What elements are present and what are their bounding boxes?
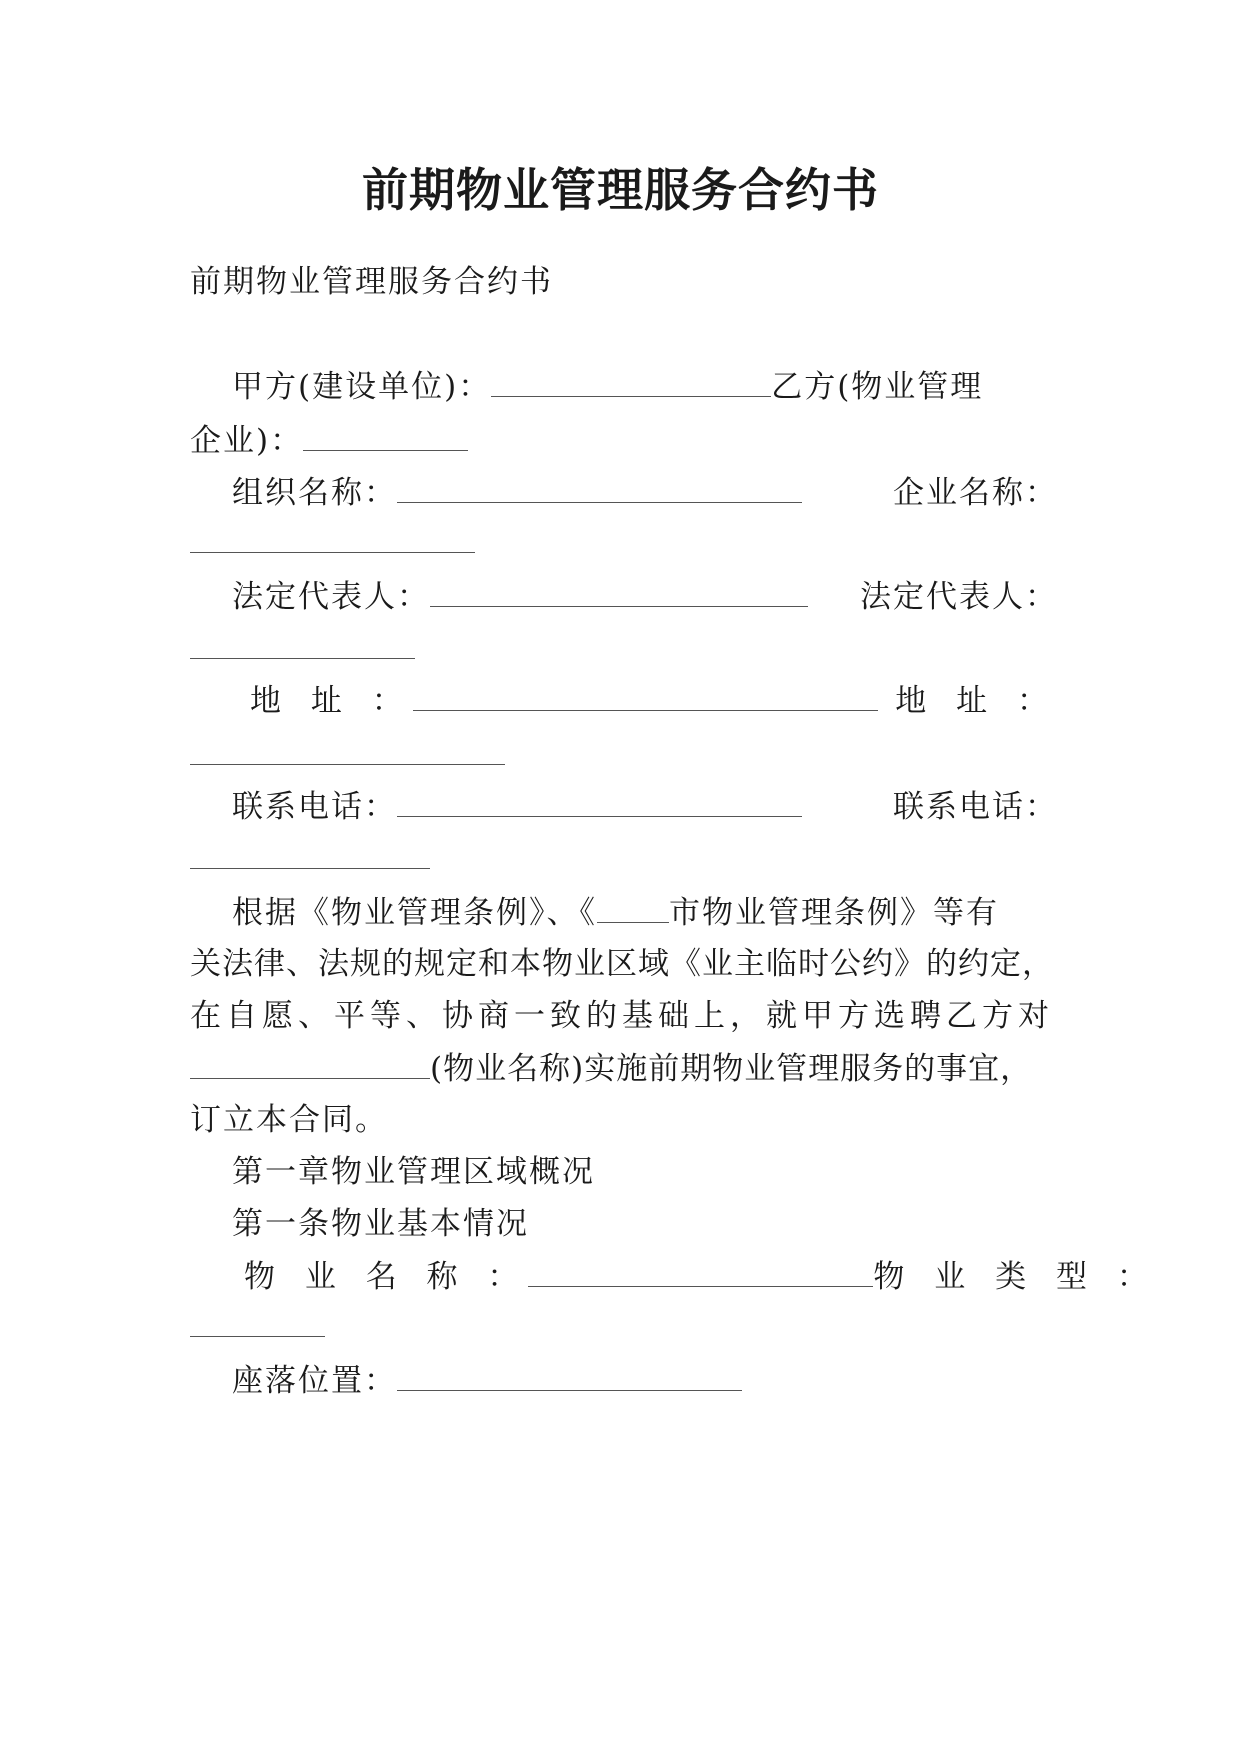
party-a-blank bbox=[491, 366, 771, 397]
address-b-blank-line bbox=[190, 734, 1060, 775]
phone-a-blank bbox=[397, 786, 802, 817]
location-label: 座落位置： bbox=[232, 1363, 397, 1399]
document-subtitle: 前期物业管理服务合约书 bbox=[190, 264, 553, 300]
party-a-label: 甲方(建设单位)： bbox=[232, 369, 492, 405]
party-b-blank bbox=[303, 420, 468, 451]
party-b-label: 乙方(物业管理 bbox=[771, 369, 984, 405]
address-a-label: 地 址 ： bbox=[250, 683, 413, 719]
property-name-label: 物 业 名 称 ： bbox=[244, 1259, 529, 1295]
company-name-label: 企业名称： bbox=[893, 475, 1058, 511]
legal-rep-line bbox=[232, 576, 1058, 617]
legal-rep-a-blank bbox=[430, 576, 808, 607]
property-name-blank-inline bbox=[190, 1048, 430, 1079]
paragraph-line-2: 关法律、法规的规定和本物业区域《业主临时公约》的约定， bbox=[190, 946, 1054, 982]
legal-rep-b-blank bbox=[190, 628, 415, 659]
phone-b-blank-line bbox=[190, 838, 1060, 879]
name-line bbox=[232, 472, 1058, 513]
legal-rep-a-label: 法定代表人： bbox=[232, 579, 430, 615]
property-line bbox=[244, 1256, 1158, 1297]
org-name-blank bbox=[397, 472, 802, 503]
party-b-line bbox=[190, 420, 1060, 461]
paragraph-line-5: 订立本合同。 bbox=[190, 1102, 388, 1138]
company-name-blank-line bbox=[190, 522, 1060, 563]
property-type-blank-line bbox=[190, 1306, 1060, 1347]
property-name-blank bbox=[528, 1256, 873, 1287]
paragraph-line-3: 在自愿、平等、协商一致的基础上，就甲方选聘乙方对 bbox=[190, 998, 1054, 1034]
chapter-heading: 第一章物业管理区域概况 bbox=[232, 1154, 595, 1190]
phone-line bbox=[232, 786, 1058, 827]
address-b-blank bbox=[190, 734, 505, 765]
paragraph-line-1 bbox=[232, 892, 1102, 933]
phone-b-label: 联系电话： bbox=[893, 789, 1058, 825]
party-b-label-cont: 企业)： bbox=[190, 423, 304, 459]
para-text: 根据《物业管理条例》、《 bbox=[232, 895, 597, 931]
para-text: (物业名称)实施前期物业管理服务的事宜， bbox=[430, 1051, 1033, 1087]
legal-rep-b-blank-line bbox=[190, 628, 1060, 669]
org-name-label: 组织名称： bbox=[232, 475, 397, 511]
city-blank bbox=[597, 892, 669, 923]
para-text: 市物业管理条例》等有 bbox=[669, 895, 999, 931]
phone-a-label: 联系电话： bbox=[232, 789, 397, 825]
company-name-blank bbox=[190, 522, 475, 553]
location-line bbox=[232, 1360, 1102, 1401]
phone-b-blank bbox=[190, 838, 430, 869]
document-title: 前期物业管理服务合约书 bbox=[362, 163, 879, 217]
article-heading: 第一条物业基本情况 bbox=[232, 1206, 529, 1242]
property-type-label: 物 业 类 型 ： bbox=[873, 1259, 1158, 1295]
property-type-blank bbox=[190, 1306, 325, 1337]
location-blank bbox=[397, 1360, 742, 1391]
address-line bbox=[250, 680, 1058, 721]
address-a-blank bbox=[413, 680, 878, 711]
legal-rep-b-label: 法定代表人： bbox=[860, 579, 1058, 615]
paragraph-line-4 bbox=[190, 1048, 1060, 1089]
party-line bbox=[232, 366, 1060, 407]
address-b-label: 地 址 ： bbox=[895, 683, 1058, 719]
